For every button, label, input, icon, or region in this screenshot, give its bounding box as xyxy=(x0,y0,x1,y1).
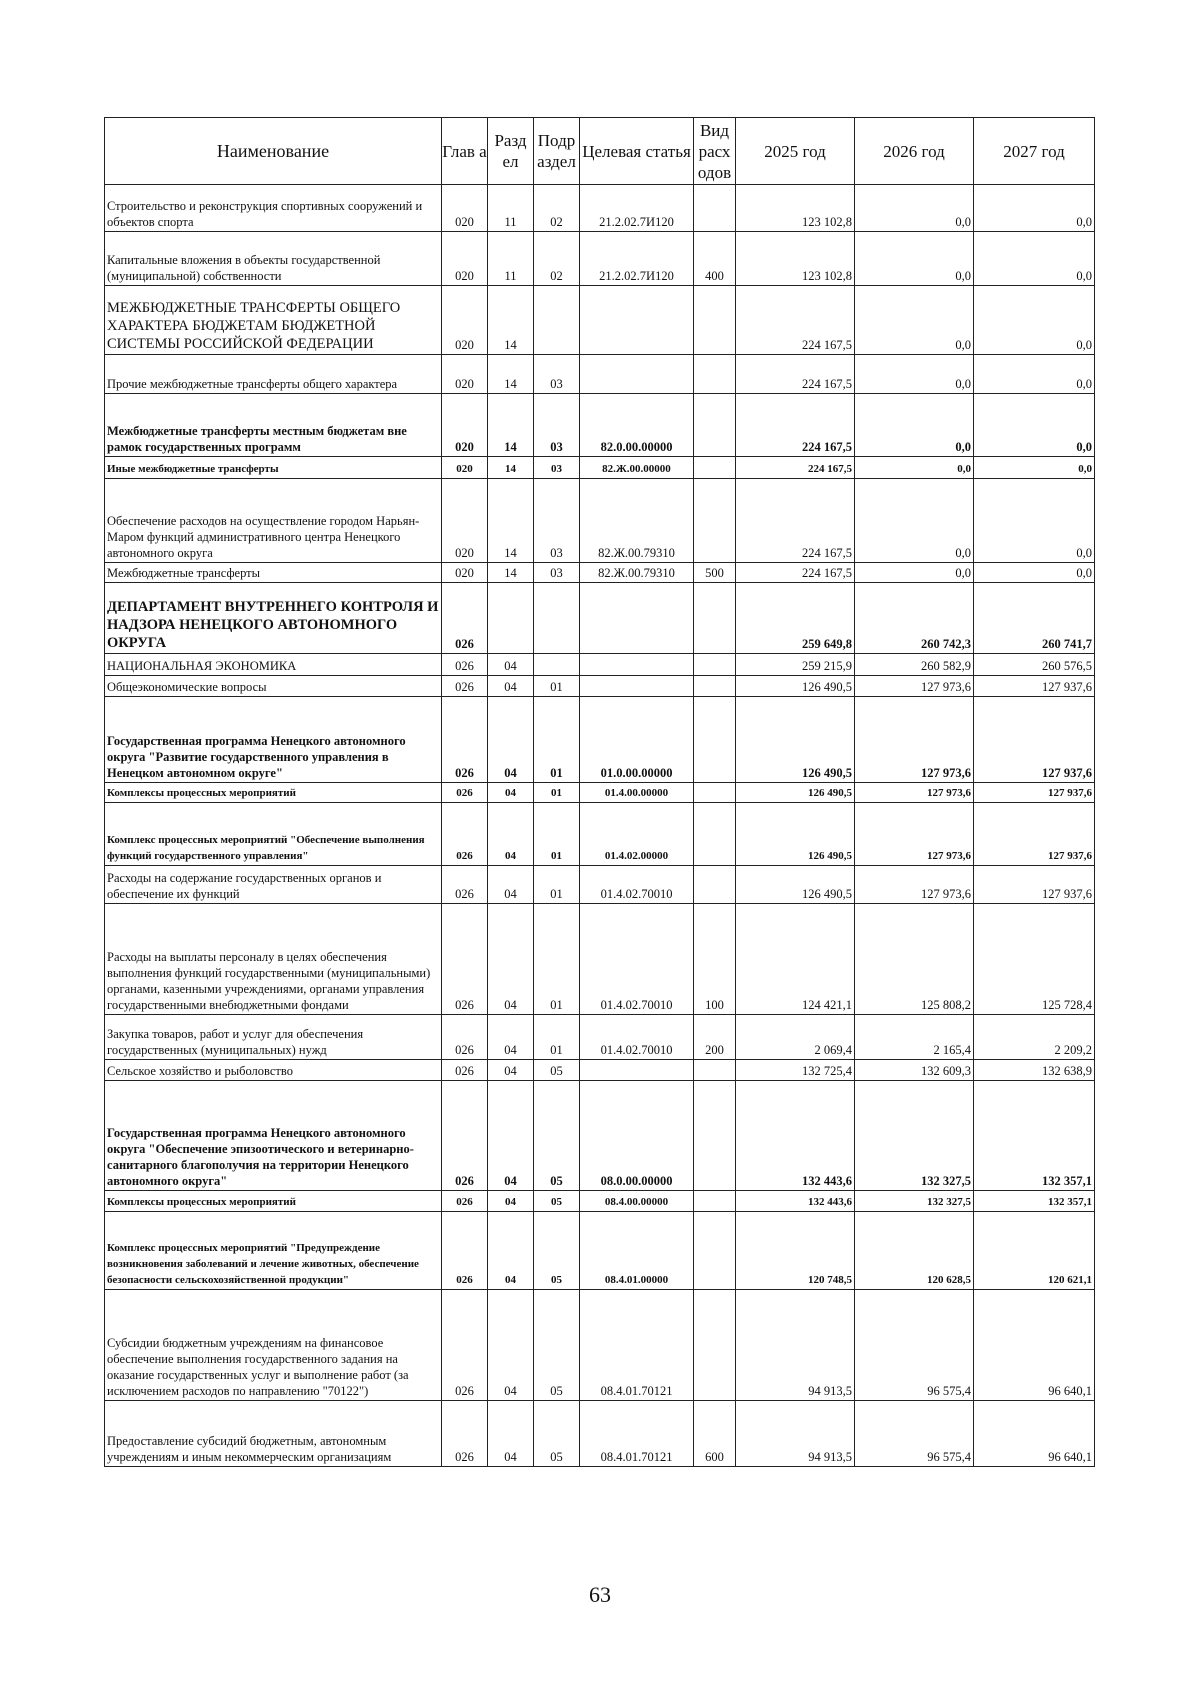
cell-razdel: 14 xyxy=(488,286,534,355)
cell-name: Иные межбюджетные трансферты xyxy=(105,457,442,479)
cell-podrazdel: 01 xyxy=(534,783,580,803)
cell-podrazdel: 05 xyxy=(534,1081,580,1191)
cell-podrazdel xyxy=(534,654,580,676)
cell-name: Капитальные вложения в объекты государственной (муниципальной) собственности xyxy=(105,232,442,286)
cell-article: 01.4.02.00000 xyxy=(580,803,694,866)
cell-y2025: 123 102,8 xyxy=(736,232,855,286)
cell-razdel: 14 xyxy=(488,355,534,394)
cell-y2027: 127 937,6 xyxy=(974,676,1095,697)
cell-y2027: 96 640,1 xyxy=(974,1401,1095,1467)
cell-name: Общеэкономические вопросы xyxy=(105,676,442,697)
cell-name: ДЕПАРТАМЕНТ ВНУТРЕННЕГО КОНТРОЛЯ И НАДЗОРА НЕНЕЦКОГО АВТОНОМНОГО ОКРУГА xyxy=(105,583,442,654)
cell-name: Комплексы процессных мероприятий xyxy=(105,1191,442,1212)
cell-glava: 026 xyxy=(442,1191,488,1212)
cell-y2025: 224 167,5 xyxy=(736,563,855,583)
cell-name: Строительство и реконструкция спортивных сооружений и объектов спорта xyxy=(105,185,442,232)
cell-article: 08.4.01.70121 xyxy=(580,1401,694,1467)
cell-y2026: 132 327,5 xyxy=(855,1081,974,1191)
cell-glava: 020 xyxy=(442,185,488,232)
cell-razdel: 04 xyxy=(488,1060,534,1081)
header-article: Целевая статья xyxy=(580,118,694,185)
cell-razdel: 04 xyxy=(488,783,534,803)
cell-y2027: 125 728,4 xyxy=(974,904,1095,1015)
cell-razdel: 04 xyxy=(488,1290,534,1401)
cell-razdel: 04 xyxy=(488,1081,534,1191)
cell-y2025: 132 443,6 xyxy=(736,1081,855,1191)
cell-vid xyxy=(694,654,736,676)
header-name: Наименование xyxy=(105,118,442,185)
cell-name: Межбюджетные трансферты xyxy=(105,563,442,583)
cell-vid xyxy=(694,697,736,783)
cell-podrazdel xyxy=(534,286,580,355)
cell-glava: 026 xyxy=(442,1015,488,1060)
cell-y2027: 132 357,1 xyxy=(974,1081,1095,1191)
cell-razdel: 04 xyxy=(488,654,534,676)
cell-article: 08.4.01.70121 xyxy=(580,1290,694,1401)
cell-y2025: 224 167,5 xyxy=(736,286,855,355)
cell-y2026: 0,0 xyxy=(855,286,974,355)
cell-glava: 026 xyxy=(442,676,488,697)
cell-razdel: 11 xyxy=(488,185,534,232)
table-row xyxy=(105,185,1095,232)
cell-y2027: 2 209,2 xyxy=(974,1015,1095,1060)
cell-article: 82.Ж.00.79310 xyxy=(580,479,694,563)
cell-glava: 020 xyxy=(442,394,488,457)
cell-glava: 026 xyxy=(442,1060,488,1081)
header-2025: 2025 год xyxy=(736,118,855,185)
cell-y2026: 0,0 xyxy=(855,232,974,286)
cell-y2025: 94 913,5 xyxy=(736,1401,855,1467)
cell-name: Расходы на выплаты персоналу в целях обеспечения выполнения функций государственными (муниципальными) органами, казенными учреждениями, органами управления государственными внебюджетными фондами xyxy=(105,904,442,1015)
table-row xyxy=(105,676,1095,697)
cell-vid xyxy=(694,1212,736,1290)
cell-razdel: 04 xyxy=(488,866,534,904)
cell-y2025: 120 748,5 xyxy=(736,1212,855,1290)
cell-podrazdel: 03 xyxy=(534,479,580,563)
header-glava: Глав а xyxy=(442,118,488,185)
cell-y2025: 259 215,9 xyxy=(736,654,855,676)
cell-y2026: 96 575,4 xyxy=(855,1290,974,1401)
cell-glava: 026 xyxy=(442,904,488,1015)
cell-y2027: 132 357,1 xyxy=(974,1191,1095,1212)
cell-y2025: 224 167,5 xyxy=(736,479,855,563)
table-row xyxy=(105,1290,1095,1401)
cell-vid xyxy=(694,355,736,394)
cell-vid xyxy=(694,676,736,697)
cell-y2027: 127 937,6 xyxy=(974,803,1095,866)
cell-vid xyxy=(694,185,736,232)
cell-article: 01.4.02.70010 xyxy=(580,1015,694,1060)
cell-y2025: 224 167,5 xyxy=(736,394,855,457)
cell-vid: 400 xyxy=(694,232,736,286)
cell-podrazdel: 05 xyxy=(534,1191,580,1212)
cell-name: Комплекс процессных мероприятий "Обеспечение выполнения функций государственного управления" xyxy=(105,803,442,866)
cell-podrazdel: 05 xyxy=(534,1060,580,1081)
cell-name: Субсидии бюджетным учреждениям на финансовое обеспечение выполнения государственного задания на оказание государственных услуг и выполнение работ (за исключением расходов по направлению "70122") xyxy=(105,1290,442,1401)
cell-article xyxy=(580,286,694,355)
cell-vid xyxy=(694,803,736,866)
cell-glava: 020 xyxy=(442,563,488,583)
cell-podrazdel: 05 xyxy=(534,1401,580,1467)
cell-vid xyxy=(694,479,736,563)
cell-glava: 020 xyxy=(442,355,488,394)
table-row xyxy=(105,232,1095,286)
cell-podrazdel: 05 xyxy=(534,1290,580,1401)
cell-razdel: 04 xyxy=(488,803,534,866)
cell-y2027: 260 741,7 xyxy=(974,583,1095,654)
cell-y2027: 0,0 xyxy=(974,563,1095,583)
table-row xyxy=(105,783,1095,803)
cell-article: 08.4.00.00000 xyxy=(580,1191,694,1212)
cell-y2027: 0,0 xyxy=(974,185,1095,232)
cell-y2026: 260 582,9 xyxy=(855,654,974,676)
table-row xyxy=(105,286,1095,355)
cell-podrazdel: 01 xyxy=(534,697,580,783)
table-row xyxy=(105,1401,1095,1467)
cell-vid xyxy=(694,457,736,479)
cell-y2025: 126 490,5 xyxy=(736,783,855,803)
cell-glava: 026 xyxy=(442,1212,488,1290)
budget-table xyxy=(104,117,1095,1467)
page-number: 63 xyxy=(589,1582,611,1607)
table-row xyxy=(105,866,1095,904)
cell-y2025: 126 490,5 xyxy=(736,676,855,697)
cell-razdel: 11 xyxy=(488,232,534,286)
table-body xyxy=(105,185,1095,1467)
table-row xyxy=(105,1015,1095,1060)
cell-razdel xyxy=(488,583,534,654)
table-row xyxy=(105,904,1095,1015)
cell-glava: 020 xyxy=(442,479,488,563)
cell-article: 08.0.00.00000 xyxy=(580,1081,694,1191)
table-row xyxy=(105,563,1095,583)
cell-glava: 020 xyxy=(442,232,488,286)
cell-name: Комплексы процессных мероприятий xyxy=(105,783,442,803)
cell-podrazdel: 05 xyxy=(534,1212,580,1290)
table-row xyxy=(105,697,1095,783)
cell-article: 01.4.02.70010 xyxy=(580,866,694,904)
header-2027: 2027 год xyxy=(974,118,1095,185)
cell-y2026: 127 973,6 xyxy=(855,783,974,803)
cell-y2026: 96 575,4 xyxy=(855,1401,974,1467)
cell-article xyxy=(580,583,694,654)
cell-glava: 026 xyxy=(442,803,488,866)
cell-name: МЕЖБЮДЖЕТНЫЕ ТРАНСФЕРТЫ ОБЩЕГО ХАРАКТЕРА БЮДЖЕТАМ БЮДЖЕТНОЙ СИСТЕМЫ РОССИЙСКОЙ ФЕДЕРАЦИИ xyxy=(105,286,442,355)
cell-razdel: 14 xyxy=(488,394,534,457)
cell-y2026: 125 808,2 xyxy=(855,904,974,1015)
table-row xyxy=(105,803,1095,866)
cell-y2027: 260 576,5 xyxy=(974,654,1095,676)
cell-y2025: 259 649,8 xyxy=(736,583,855,654)
cell-y2025: 124 421,1 xyxy=(736,904,855,1015)
cell-podrazdel: 03 xyxy=(534,355,580,394)
cell-vid xyxy=(694,783,736,803)
cell-glava: 026 xyxy=(442,1081,488,1191)
cell-y2026: 127 973,6 xyxy=(855,866,974,904)
header-vid: Вид расх одов xyxy=(694,118,736,185)
header-podrazdel: Подр аздел xyxy=(534,118,580,185)
table-row xyxy=(105,1060,1095,1081)
cell-y2026: 127 973,6 xyxy=(855,697,974,783)
cell-article: 82.0.00.00000 xyxy=(580,394,694,457)
cell-vid: 600 xyxy=(694,1401,736,1467)
table-row xyxy=(105,457,1095,479)
cell-y2025: 224 167,5 xyxy=(736,457,855,479)
cell-y2026: 0,0 xyxy=(855,355,974,394)
cell-razdel: 04 xyxy=(488,1401,534,1467)
cell-vid xyxy=(694,1290,736,1401)
cell-y2026: 127 973,6 xyxy=(855,803,974,866)
cell-y2027: 120 621,1 xyxy=(974,1212,1095,1290)
cell-vid xyxy=(694,394,736,457)
cell-y2027: 0,0 xyxy=(974,232,1095,286)
cell-article: 82.Ж.00.79310 xyxy=(580,563,694,583)
cell-name: Сельское хозяйство и рыболовство xyxy=(105,1060,442,1081)
cell-article: 21.2.02.7И120 xyxy=(580,185,694,232)
cell-article: 82.Ж.00.00000 xyxy=(580,457,694,479)
cell-name: НАЦИОНАЛЬНАЯ ЭКОНОМИКА xyxy=(105,654,442,676)
table-row xyxy=(105,394,1095,457)
cell-article: 21.2.02.7И120 xyxy=(580,232,694,286)
cell-glava: 026 xyxy=(442,783,488,803)
cell-name: Прочие межбюджетные трансферты общего характера xyxy=(105,355,442,394)
cell-y2027: 96 640,1 xyxy=(974,1290,1095,1401)
cell-name: Комплекс процессных мероприятий "Предупреждение возникновения заболеваний и лечение животных, обеспечение безопасности сельскохозяйственной продукции" xyxy=(105,1212,442,1290)
cell-podrazdel: 03 xyxy=(534,563,580,583)
cell-y2026: 127 973,6 xyxy=(855,676,974,697)
cell-vid xyxy=(694,286,736,355)
cell-podrazdel xyxy=(534,583,580,654)
cell-y2025: 126 490,5 xyxy=(736,866,855,904)
cell-y2027: 0,0 xyxy=(974,286,1095,355)
cell-name: Расходы на содержание государственных органов и обеспечение их функций xyxy=(105,866,442,904)
cell-podrazdel: 01 xyxy=(534,803,580,866)
cell-name: Государственная программа Ненецкого автономного округа "Развитие государственного управления в Ненецком автономном округе" xyxy=(105,697,442,783)
cell-glava: 026 xyxy=(442,583,488,654)
cell-y2027: 0,0 xyxy=(974,479,1095,563)
header-2026: 2026 год xyxy=(855,118,974,185)
cell-y2026: 260 742,3 xyxy=(855,583,974,654)
cell-y2026: 0,0 xyxy=(855,185,974,232)
cell-podrazdel: 02 xyxy=(534,232,580,286)
cell-razdel: 04 xyxy=(488,904,534,1015)
cell-y2025: 132 443,6 xyxy=(736,1191,855,1212)
table-row xyxy=(105,479,1095,563)
cell-article: 01.4.00.00000 xyxy=(580,783,694,803)
cell-podrazdel: 01 xyxy=(534,866,580,904)
cell-glava: 026 xyxy=(442,1290,488,1401)
table-row xyxy=(105,654,1095,676)
cell-podrazdel: 01 xyxy=(534,1015,580,1060)
cell-article xyxy=(580,355,694,394)
cell-glava: 026 xyxy=(442,866,488,904)
cell-podrazdel: 02 xyxy=(534,185,580,232)
cell-vid xyxy=(694,866,736,904)
cell-y2025: 123 102,8 xyxy=(736,185,855,232)
cell-glava: 026 xyxy=(442,654,488,676)
cell-y2025: 132 725,4 xyxy=(736,1060,855,1081)
cell-vid xyxy=(694,583,736,654)
cell-razdel: 14 xyxy=(488,479,534,563)
cell-y2026: 132 609,3 xyxy=(855,1060,974,1081)
cell-y2027: 127 937,6 xyxy=(974,697,1095,783)
cell-article: 01.0.00.00000 xyxy=(580,697,694,783)
cell-y2025: 126 490,5 xyxy=(736,803,855,866)
cell-podrazdel: 01 xyxy=(534,676,580,697)
cell-y2026: 2 165,4 xyxy=(855,1015,974,1060)
cell-y2026: 120 628,5 xyxy=(855,1212,974,1290)
cell-name: Межбюджетные трансферты местным бюджетам вне рамок государственных программ xyxy=(105,394,442,457)
cell-article xyxy=(580,654,694,676)
cell-article: 01.4.02.70010 xyxy=(580,904,694,1015)
cell-glava: 020 xyxy=(442,286,488,355)
cell-y2027: 0,0 xyxy=(974,394,1095,457)
cell-podrazdel: 03 xyxy=(534,394,580,457)
cell-vid xyxy=(694,1060,736,1081)
cell-razdel: 14 xyxy=(488,563,534,583)
table-row xyxy=(105,583,1095,654)
cell-name: Государственная программа Ненецкого автономного округа "Обеспечение эпизоотического и ветеринарно-санитарного благополучия на территории Ненецкого автономного округа" xyxy=(105,1081,442,1191)
cell-y2025: 2 069,4 xyxy=(736,1015,855,1060)
cell-vid: 200 xyxy=(694,1015,736,1060)
cell-vid xyxy=(694,1081,736,1191)
cell-y2027: 127 937,6 xyxy=(974,783,1095,803)
cell-y2027: 0,0 xyxy=(974,457,1095,479)
cell-y2027: 132 638,9 xyxy=(974,1060,1095,1081)
cell-article: 08.4.01.00000 xyxy=(580,1212,694,1290)
cell-razdel: 04 xyxy=(488,1191,534,1212)
cell-vid: 100 xyxy=(694,904,736,1015)
cell-y2027: 0,0 xyxy=(974,355,1095,394)
cell-vid xyxy=(694,1191,736,1212)
table-header-row xyxy=(105,118,1095,185)
cell-article xyxy=(580,676,694,697)
cell-y2025: 94 913,5 xyxy=(736,1290,855,1401)
cell-y2025: 224 167,5 xyxy=(736,355,855,394)
table-row xyxy=(105,355,1095,394)
cell-glava: 020 xyxy=(442,457,488,479)
cell-name: Обеспечение расходов на осуществление городом Нарьян-Маром функций административного центра Ненецкого автономного округа xyxy=(105,479,442,563)
cell-razdel: 04 xyxy=(488,1212,534,1290)
table-row xyxy=(105,1081,1095,1191)
cell-glava: 026 xyxy=(442,1401,488,1467)
header-razdel: Разд ел xyxy=(488,118,534,185)
cell-razdel: 04 xyxy=(488,1015,534,1060)
cell-y2026: 0,0 xyxy=(855,479,974,563)
table-row xyxy=(105,1191,1095,1212)
cell-name: Закупка товаров, работ и услуг для обеспечения государственных (муниципальных) нужд xyxy=(105,1015,442,1060)
cell-y2026: 0,0 xyxy=(855,563,974,583)
cell-article xyxy=(580,1060,694,1081)
cell-y2026: 132 327,5 xyxy=(855,1191,974,1212)
cell-razdel: 04 xyxy=(488,697,534,783)
cell-vid: 500 xyxy=(694,563,736,583)
cell-podrazdel: 01 xyxy=(534,904,580,1015)
cell-glava: 026 xyxy=(442,697,488,783)
cell-y2025: 126 490,5 xyxy=(736,697,855,783)
cell-y2027: 127 937,6 xyxy=(974,866,1095,904)
cell-y2026: 0,0 xyxy=(855,457,974,479)
table-row xyxy=(105,1212,1095,1290)
cell-y2026: 0,0 xyxy=(855,394,974,457)
cell-razdel: 14 xyxy=(488,457,534,479)
cell-podrazdel: 03 xyxy=(534,457,580,479)
cell-razdel: 04 xyxy=(488,676,534,697)
cell-name: Предоставление субсидий бюджетным, автономным учреждениям и иным некоммерческим организациям xyxy=(105,1401,442,1467)
